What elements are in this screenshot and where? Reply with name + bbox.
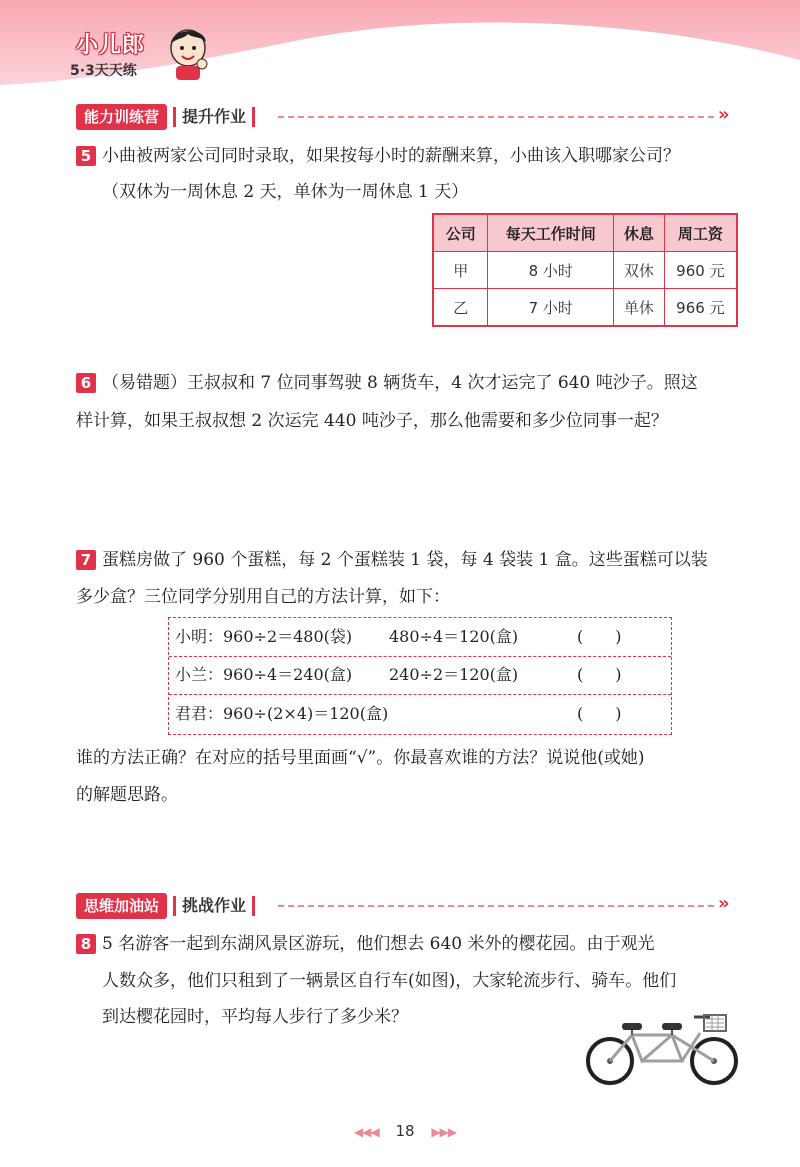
section-tag: 能力训练营 — [76, 104, 167, 130]
method-step2: 240÷2＝120(盒) — [389, 665, 519, 684]
question-7-after1: 谁的方法正确？在对应的括号里面画“√”。你最喜欢谁的方法？说说他(或她) — [76, 748, 645, 768]
question-6-line1: （易错题）王叔叔和 7 位同事驾驶 8 辆货车，4 次才运完了 640 吨沙子。照这 — [102, 373, 698, 393]
left-arrows-icon: ◀◀◀ — [353, 1125, 379, 1139]
section-bar-thinking — [76, 893, 255, 919]
question-8-line3: 到达樱花园时，平均每人步行了多少米？ — [102, 1007, 408, 1027]
table-header: 休息 — [614, 214, 665, 252]
double-chevron-right-icon: » — [718, 893, 730, 914]
answer-bracket[interactable]: ( ) — [577, 704, 622, 723]
table-cell: 乙 — [433, 289, 488, 327]
question-6-line2: 样计算，如果王叔叔想 2 次运完 440 吨沙子，那么他需要和多少位同事一起？ — [76, 411, 668, 431]
table-cell: 7 小时 — [488, 289, 614, 327]
method-row — [169, 618, 671, 657]
section-divider — [278, 905, 714, 907]
section-bar-ability — [76, 104, 255, 130]
table-cell: 960 元 — [664, 252, 737, 289]
table-cell: 单休 — [614, 289, 665, 327]
table-row — [433, 252, 737, 289]
question-8-line1: 5 名游客一起到东湖风景区游玩，他们想去 640 米外的樱花园。由于观光 — [102, 934, 655, 954]
section-tag: 思维加油站 — [76, 893, 167, 919]
method-step1: 君君：960÷(2×4)＝120(盒) — [175, 704, 389, 723]
table-header: 公司 — [433, 214, 488, 252]
brand-title: 小儿郎 — [76, 33, 146, 58]
question-7-line1: 蛋糕房做了 960 个蛋糕，每 2 个蛋糕装 1 袋，每 4 袋装 1 盒。这些蛋糕可以装 — [102, 550, 708, 570]
page-number: 18 — [395, 1122, 415, 1140]
method-step1: 小明：960÷2＝480(袋) — [175, 627, 353, 646]
question-5-line1: 小曲被两家公司同时录取，如果按每小时的薪酬来算，小曲该入职哪家公司？ — [102, 146, 680, 166]
method-row — [169, 695, 671, 733]
page-footer — [340, 1122, 470, 1140]
section-subtitle: 挑战作业 — [173, 896, 255, 916]
question-number: 8 — [76, 934, 96, 954]
section-divider — [278, 116, 714, 118]
table-cell: 966 元 — [664, 289, 737, 327]
table-cell: 甲 — [433, 252, 488, 289]
table-cell: 双休 — [614, 252, 665, 289]
method-step2: 480÷4＝120(盒) — [389, 627, 519, 646]
brand-logo — [62, 26, 202, 86]
table-header: 每天工作时间 — [488, 214, 614, 252]
question-number: 6 — [76, 373, 96, 393]
right-arrows-icon: ▶▶▶ — [431, 1125, 457, 1139]
method-row — [169, 656, 671, 695]
section-subtitle: 提升作业 — [173, 107, 255, 127]
answer-bracket[interactable]: ( ) — [577, 665, 622, 684]
answer-bracket[interactable]: ( ) — [577, 627, 622, 646]
question-5-line2: （双休为一周休息 2 天，单休为一周休息 1 天） — [102, 182, 469, 202]
tandem-bicycle-icon — [582, 1005, 742, 1087]
table-cell: 8 小时 — [488, 252, 614, 289]
question-7-after2: 的解题思路。 — [76, 785, 178, 805]
methods-box — [168, 617, 672, 735]
brand-subtitle: 5·3天天练 — [70, 63, 137, 79]
wage-table — [432, 213, 738, 327]
question-8-line2: 人数众多，他们只租到了一辆景区自行车(如图)，大家轮流步行、骑车。他们 — [102, 971, 677, 991]
table-header-row — [433, 214, 737, 252]
question-number: 5 — [76, 146, 96, 166]
double-chevron-right-icon: » — [718, 104, 730, 125]
question-7-line2: 多少盒？三位同学分别用自己的方法计算，如下： — [76, 587, 450, 607]
question-number: 7 — [76, 550, 96, 570]
mascot-boy-icon — [166, 26, 210, 80]
table-row — [433, 289, 737, 327]
table-header: 周工资 — [664, 214, 737, 252]
method-step1: 小兰：960÷4＝240(盒) — [175, 665, 353, 684]
